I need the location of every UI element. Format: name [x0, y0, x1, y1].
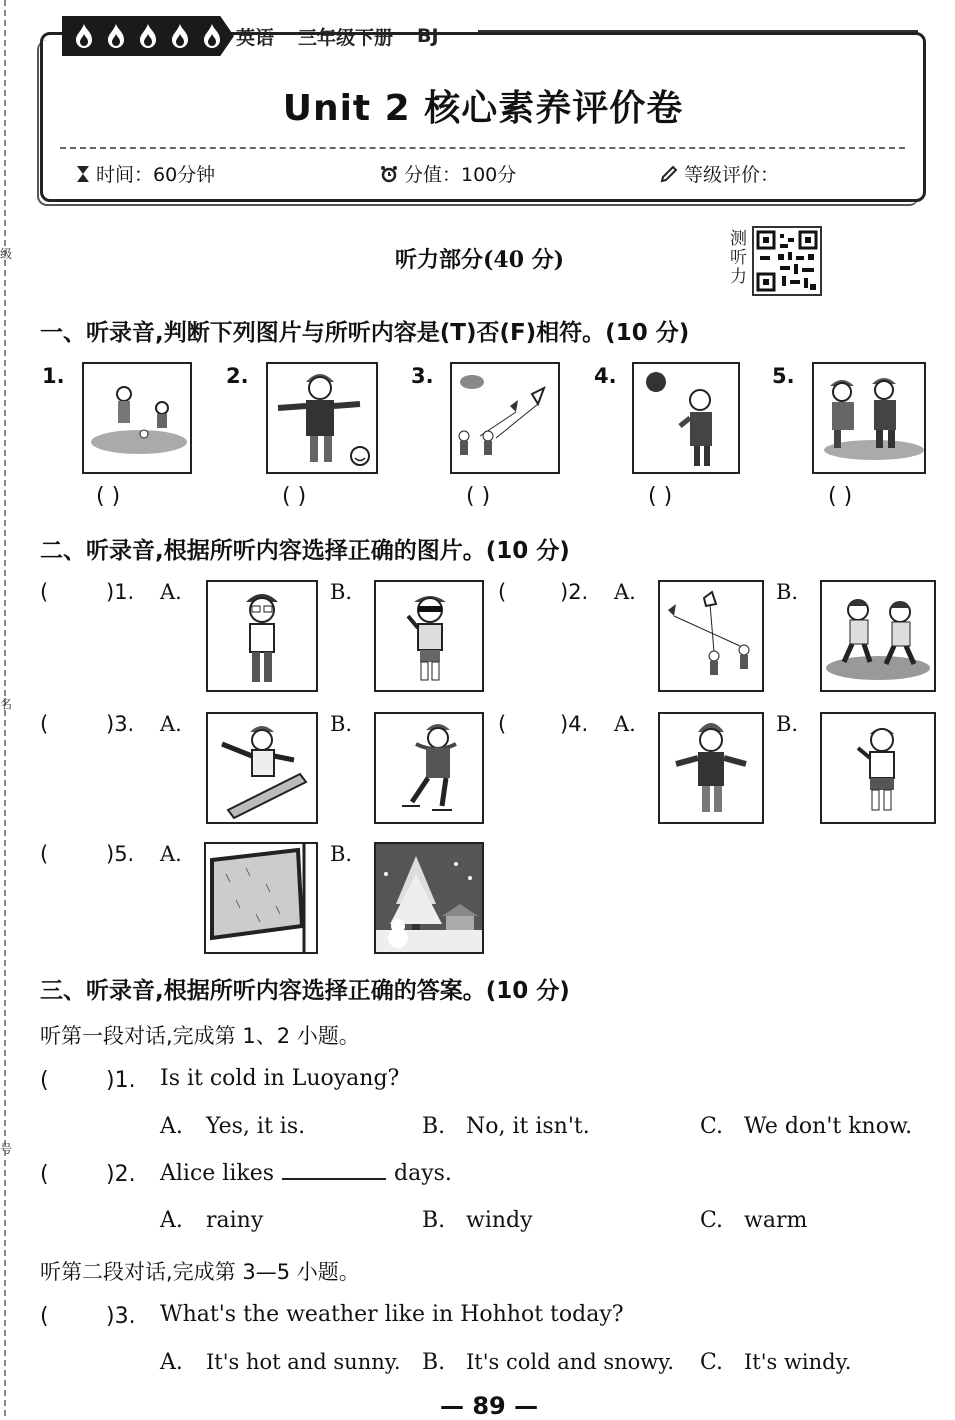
option-picture[interactable]	[820, 712, 936, 824]
s1-item-num: 5.	[772, 364, 795, 388]
option-text: We don't know.	[744, 1114, 913, 1139]
option-letter: B.	[776, 712, 799, 736]
answer-paren-open[interactable]: (	[40, 1162, 49, 1187]
option-text: windy	[466, 1208, 533, 1233]
binding-char: 号	[0, 1142, 13, 1156]
score-info	[380, 160, 516, 187]
answer-paren-open[interactable]: (	[40, 1068, 49, 1093]
option-letter: A.	[614, 712, 636, 736]
section3-heading: 三、听录音,根据所听内容选择正确的答案。(10 分)	[40, 978, 570, 1004]
hourglass-icon	[76, 165, 90, 183]
page-number: — 89 —	[440, 1392, 539, 1420]
option-picture[interactable]	[206, 580, 318, 692]
qr-code-icon	[754, 228, 820, 294]
subject-bar	[236, 18, 463, 54]
option-letter: B.	[776, 580, 799, 604]
flame-icon	[136, 22, 160, 50]
option-letter: A.	[614, 580, 636, 604]
s1-picture	[266, 362, 378, 474]
question-num: )1.	[106, 1068, 136, 1093]
answer-paren-open[interactable]: (	[498, 580, 507, 604]
option-text: Yes, it is.	[206, 1114, 306, 1139]
score-label: 分值：100分	[404, 164, 517, 186]
edition: BJ	[417, 25, 439, 47]
s1-item-num: 1.	[42, 364, 65, 388]
answer-blank[interactable]: ( )	[466, 484, 491, 509]
flame-icon	[168, 22, 192, 50]
top-rule	[478, 30, 918, 32]
question-text: Is it cold in Luoyang?	[160, 1066, 400, 1091]
question-text-after: days.	[394, 1161, 452, 1186]
question-num: )5.	[106, 842, 135, 866]
answer-paren-open[interactable]: (	[40, 580, 49, 604]
option-letter[interactable]: B.	[422, 1114, 446, 1139]
page-title: Unit 2 核心素养评价卷	[282, 88, 684, 129]
section2-heading: 二、听录音,根据所听内容选择正确的图片。(10 分)	[40, 538, 570, 564]
answer-paren-open[interactable]: (	[40, 712, 49, 736]
option-picture[interactable]	[206, 712, 318, 824]
option-picture[interactable]	[820, 580, 936, 692]
answer-paren-open[interactable]: (	[40, 1304, 49, 1329]
question-num: )3.	[106, 712, 135, 736]
option-letter[interactable]: B.	[422, 1208, 446, 1233]
option-text: No, it isn't.	[466, 1114, 590, 1139]
option-letter: B.	[330, 580, 353, 604]
option-picture[interactable]	[374, 580, 484, 692]
answer-blank[interactable]: ( )	[828, 484, 853, 509]
answer-blank[interactable]: ( )	[648, 484, 673, 509]
option-picture[interactable]	[374, 842, 484, 954]
option-letter[interactable]: A.	[160, 1208, 183, 1233]
answer-paren-open[interactable]: (	[40, 842, 49, 866]
option-picture[interactable]	[204, 842, 318, 954]
option-letter[interactable]: C.	[700, 1208, 724, 1233]
rating-label: 等级评价：	[684, 164, 780, 186]
option-text: rainy	[206, 1208, 264, 1233]
option-letter[interactable]: A.	[160, 1350, 183, 1375]
header-divider	[60, 147, 905, 149]
dialog-instruction: 听第一段对话,完成第 1、2 小题。	[40, 1024, 360, 1048]
binding-char: 级	[0, 247, 13, 261]
qr-label: 测听力	[730, 229, 747, 287]
question-text	[160, 1160, 452, 1186]
grade: 三年级下册	[298, 26, 394, 49]
question-text-before: Alice likes	[160, 1161, 275, 1186]
s1-item-num: 4.	[594, 364, 617, 388]
pencil-icon	[660, 165, 678, 183]
question-num: )4.	[560, 712, 589, 736]
fill-blank[interactable]	[282, 1160, 386, 1180]
rating-info	[660, 160, 779, 187]
question-num: )1.	[106, 580, 135, 604]
question-text: What's the weather like in Hohhot today?	[160, 1302, 624, 1327]
answer-blank[interactable]: ( )	[96, 484, 121, 509]
option-text: It's cold and snowy.	[466, 1350, 675, 1374]
question-num: )3.	[106, 1304, 136, 1329]
answer-blank[interactable]: ( )	[282, 484, 307, 509]
time-info	[76, 160, 215, 187]
s1-item-num: 2.	[226, 364, 249, 388]
option-letter: B.	[330, 842, 353, 866]
flame-icon	[104, 22, 128, 50]
subject: 英语	[236, 26, 275, 49]
option-picture[interactable]	[658, 580, 764, 692]
option-letter[interactable]: A.	[160, 1114, 183, 1139]
option-text: It's windy.	[744, 1350, 852, 1374]
section1-heading: 一、听录音,判断下列图片与所听内容是(T)否(F)相符。(10 分)	[40, 320, 690, 346]
option-letter: A.	[160, 580, 182, 604]
option-letter: B.	[330, 712, 353, 736]
listening-title: 听力部分(40 分)	[395, 247, 565, 273]
question-num: )2.	[560, 580, 589, 604]
question-num: )2.	[106, 1162, 136, 1187]
option-letter[interactable]: C.	[700, 1114, 724, 1139]
s1-picture	[450, 362, 560, 474]
option-letter[interactable]: C.	[700, 1350, 724, 1375]
option-letter: A.	[160, 842, 182, 866]
binding-char: 名	[0, 697, 13, 711]
s1-picture	[82, 362, 192, 474]
s1-picture	[632, 362, 740, 474]
option-text: It's hot and sunny.	[206, 1350, 401, 1374]
option-letter[interactable]: B.	[422, 1350, 446, 1375]
s1-item-num: 3.	[411, 364, 434, 388]
time-label: 时间：60分钟	[96, 164, 216, 186]
flame-icon	[72, 22, 96, 50]
s1-picture	[812, 362, 926, 474]
dialog-instruction: 听第二段对话,完成第 3—5 小题。	[40, 1260, 360, 1284]
alarm-clock-icon	[380, 165, 398, 183]
option-picture[interactable]	[658, 712, 764, 824]
option-letter: A.	[160, 712, 182, 736]
option-text: warm	[744, 1208, 808, 1233]
qr-code[interactable]	[752, 226, 822, 296]
option-picture[interactable]	[374, 712, 484, 824]
answer-paren-open[interactable]: (	[498, 712, 507, 736]
flame-icon	[200, 22, 224, 50]
